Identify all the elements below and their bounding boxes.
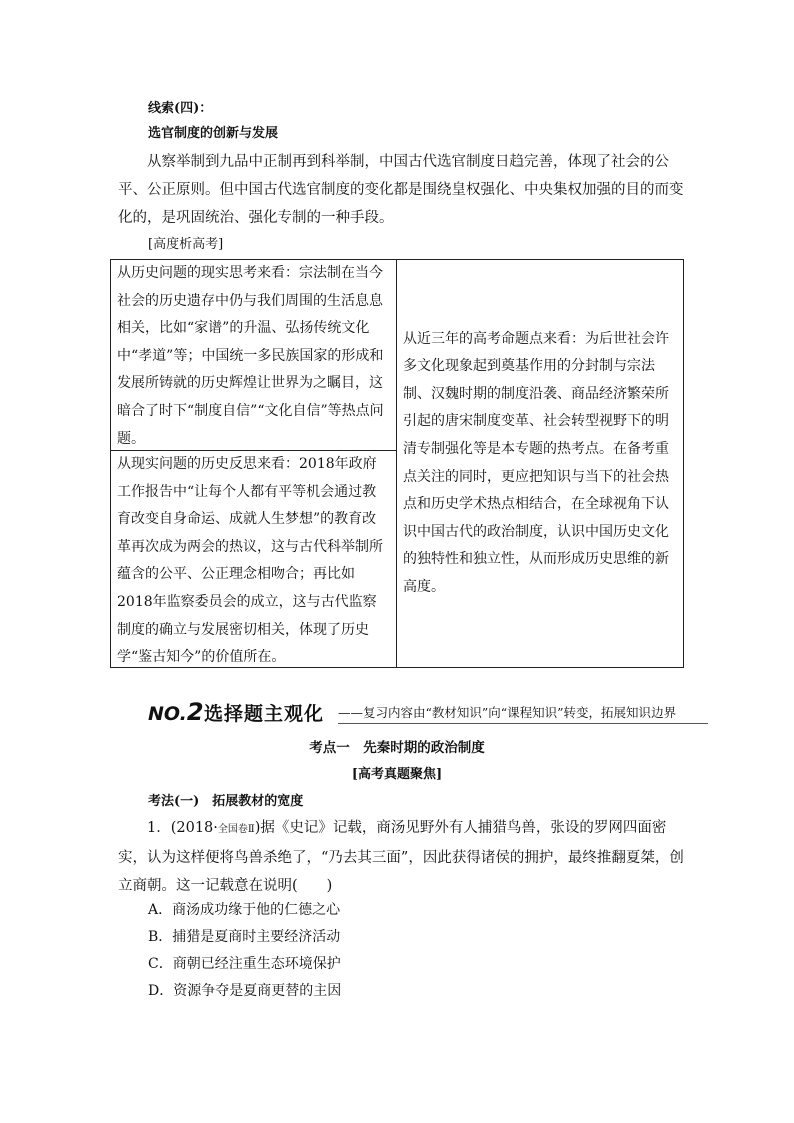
analysis-cell-right-text: 从近三年的高考命题点来看：为后世社会许多文化现象起到奠基作用的分封制与宗法制、汉魏时期的制度沿袭、商品经济繁荣所引起的唐宋制度变革、社会转型视野下的明清专制强化等是本专题的热考点。在备考重点关注的同时，更应把知识与当下的社会热点和历史学术热点相结合，在全球视角下认识中国古代的政治制度，认识中国历史文化的独特性和独立性，从而形成历史思维的新高度。 bbox=[403, 330, 669, 595]
analysis-cell-left-top: 从历史问题的现实思考来看：宗法制在当今社会的历史遗存中仍与我们周围的生活息息相关，比如“家谱”的升温、弘扬传统文化中“孝道”等；中国统一多民族国家的形成和发展所铸就的历史辉煌让世界为之瞩目，这暗合了时下“制度自信”“文化自信”等热点问题。 bbox=[111, 260, 397, 451]
section-number-prefix: NO. bbox=[148, 703, 187, 725]
clue-subtitle: 选官制度的创新与发展 bbox=[148, 126, 279, 141]
option-d[interactable]: D．资源争夺是夏商更替的主因 bbox=[148, 983, 342, 999]
analysis-cell-left-bottom: 从现实问题的历史反思来看：2018年政府工作报告中“让每个人都有平等机会通过教育改变自身命运、成就人生梦想”的教育改革再次成为两会的热议，这与古代科举制所蕴含的公平、公正理念相吻合；再比如2018年监察委员会的成立，这与古代监察制度的确立与发展密切相关，体现了历史学“鉴古知今”的价值所在。 bbox=[111, 451, 397, 667]
section-title: 选择题主观化 bbox=[204, 703, 325, 725]
section-description: ——复习内容由“教材知识”向“课程知识”转变，拓展知识边界 bbox=[338, 705, 677, 720]
kaodian-heading: 考点一 先秦时期的政治制度 bbox=[309, 740, 485, 756]
question-source: 全国卷Ⅱ bbox=[217, 824, 255, 835]
option-c[interactable]: C．商朝已经注重生态环境保护 bbox=[148, 956, 341, 972]
question-number: 1．(2018· bbox=[147, 820, 218, 836]
analysis-label: [高度析高考] bbox=[148, 237, 224, 252]
analysis-table bbox=[110, 259, 684, 668]
question-text: )据《史记》记载，商汤见野外有人捕猎鸟兽，张设的罗网四面密实，认为这样便将鸟兽杀绝了，“乃去其三面”，因此获得诸侯的拥护，最终推翻夏桀，创立商朝。这一记载意在说明( ) bbox=[118, 820, 684, 894]
section-banner bbox=[148, 698, 708, 726]
option-a[interactable]: A．商汤成功缘于他的仁德之心 bbox=[148, 902, 341, 918]
analysis-cell-right bbox=[397, 260, 683, 667]
kaofa-heading: 考法(一) 拓展教材的宽度 bbox=[148, 794, 304, 809]
section-number-tag bbox=[148, 698, 204, 726]
question-1 bbox=[118, 814, 690, 900]
section-number: 2 bbox=[186, 698, 204, 726]
clue-title: 线索(四)： bbox=[148, 101, 213, 116]
banner-underline bbox=[338, 723, 708, 724]
option-b[interactable]: B．捕猎是夏商时主要经济活动 bbox=[148, 929, 341, 945]
clue-paragraph: 从察举制到九品中正制再到科举制，中国古代选官制度日趋完善，体现了社会的公平、公正原则。但中国古代选官制度的变化都是围绕皇权强化、中央集权加强的目的而变化的，是巩固统治、强化专制的一种手段。 bbox=[118, 154, 684, 226]
gaokao-label: [高考真题聚焦] bbox=[351, 767, 443, 782]
